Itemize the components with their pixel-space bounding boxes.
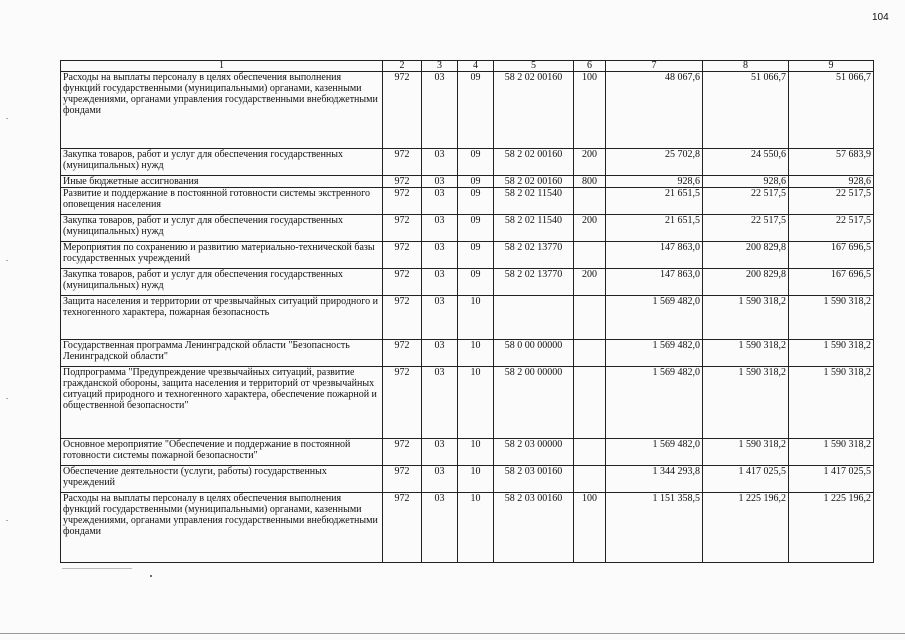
cell-grbs: 972 xyxy=(383,176,422,188)
cell-name: Государственная программа Ленинградской области "Безопасность Ленинградской области" xyxy=(61,340,383,367)
cell-v3: 928,6 xyxy=(789,176,874,188)
cell-name: Закупка товаров, работ и услуг для обеспечения государственных (муниципальных) нужд xyxy=(61,149,383,176)
margin-mark xyxy=(6,260,8,261)
table-row xyxy=(61,466,874,493)
cell-pr: 09 xyxy=(458,215,494,242)
cell-name: Закупка товаров, работ и услуг для обеспечения государственных (муниципальных) нужд xyxy=(61,215,383,242)
cell-name: Защита населения и территории от чрезвычайных ситуаций природного и техногенного характера, пожарная безопасность xyxy=(61,296,383,340)
cell-name: Иные бюджетные ассигнования xyxy=(61,176,383,188)
cell-name: Мероприятия по сохранению и развитию материально-технической базы государственных учреждений xyxy=(61,242,383,269)
cell-rz: 03 xyxy=(422,466,458,493)
cell-v1: 147 863,0 xyxy=(606,269,703,296)
page-number: 104 xyxy=(872,12,889,23)
cell-v3: 1 225 196,2 xyxy=(789,493,874,563)
cell-grbs: 972 xyxy=(383,466,422,493)
cell-v3: 1 590 318,2 xyxy=(789,340,874,367)
cell-pr: 10 xyxy=(458,493,494,563)
cell-grbs: 972 xyxy=(383,188,422,215)
cell-vr: 100 xyxy=(574,72,606,149)
cell-vr: 200 xyxy=(574,149,606,176)
table-row xyxy=(61,367,874,439)
cell-vr xyxy=(574,367,606,439)
scan-artifact-line xyxy=(62,568,132,569)
cell-rz: 03 xyxy=(422,296,458,340)
cell-rz: 03 xyxy=(422,340,458,367)
cell-pr: 10 xyxy=(458,367,494,439)
cell-grbs: 972 xyxy=(383,367,422,439)
cell-csr: 58 2 02 11540 xyxy=(494,215,574,242)
cell-pr: 09 xyxy=(458,269,494,296)
cell-v2: 1 590 318,2 xyxy=(703,439,789,466)
cell-v2: 1 590 318,2 xyxy=(703,367,789,439)
cell-name: Расходы на выплаты персоналу в целях обеспечения выполнения функций государственными (муниципальными) органами, казенными учреждениями, органами управления государственными внебюджетными фондами xyxy=(61,72,383,149)
cell-rz: 03 xyxy=(422,367,458,439)
cell-grbs: 972 xyxy=(383,296,422,340)
table-row xyxy=(61,296,874,340)
cell-v1: 1 569 482,0 xyxy=(606,439,703,466)
cell-vr: 100 xyxy=(574,493,606,563)
cell-pr: 09 xyxy=(458,188,494,215)
cell-v2: 1 417 025,5 xyxy=(703,466,789,493)
column-header: 8 xyxy=(703,61,789,72)
cell-grbs: 972 xyxy=(383,242,422,269)
column-header: 2 xyxy=(383,61,422,72)
cell-v2: 200 829,8 xyxy=(703,242,789,269)
cell-v2: 51 066,7 xyxy=(703,72,789,149)
cell-v2: 928,6 xyxy=(703,176,789,188)
cell-pr: 09 xyxy=(458,176,494,188)
cell-csr: 58 2 03 00160 xyxy=(494,466,574,493)
cell-v3: 57 683,9 xyxy=(789,149,874,176)
cell-vr xyxy=(574,188,606,215)
cell-v1: 147 863,0 xyxy=(606,242,703,269)
cell-v1: 48 067,6 xyxy=(606,72,703,149)
cell-v3: 1 590 318,2 xyxy=(789,296,874,340)
cell-rz: 03 xyxy=(422,215,458,242)
margin-mark xyxy=(6,520,8,521)
column-header: 6 xyxy=(574,61,606,72)
cell-rz: 03 xyxy=(422,269,458,296)
table-row xyxy=(61,149,874,176)
cell-pr: 09 xyxy=(458,242,494,269)
cell-csr: 58 2 00 00000 xyxy=(494,367,574,439)
cell-rz: 03 xyxy=(422,242,458,269)
cell-vr: 800 xyxy=(574,176,606,188)
cell-v1: 1 569 482,0 xyxy=(606,367,703,439)
header-row xyxy=(61,61,874,72)
cell-v2: 200 829,8 xyxy=(703,269,789,296)
cell-grbs: 972 xyxy=(383,149,422,176)
cell-pr: 10 xyxy=(458,340,494,367)
table-row xyxy=(61,215,874,242)
cell-v3: 22 517,5 xyxy=(789,215,874,242)
table-row xyxy=(61,242,874,269)
cell-grbs: 972 xyxy=(383,439,422,466)
margin-mark xyxy=(6,118,8,119)
cell-csr: 58 2 02 13770 xyxy=(494,269,574,296)
margin-mark xyxy=(6,398,8,399)
table-row xyxy=(61,269,874,296)
cell-csr: 58 2 02 13770 xyxy=(494,242,574,269)
cell-vr xyxy=(574,242,606,269)
cell-v1: 928,6 xyxy=(606,176,703,188)
cell-name: Закупка товаров, работ и услуг для обеспечения государственных (муниципальных) нужд xyxy=(61,269,383,296)
cell-name: Обеспечение деятельности (услуги, работы) государственных учреждений xyxy=(61,466,383,493)
cell-pr: 10 xyxy=(458,296,494,340)
cell-v3: 22 517,5 xyxy=(789,188,874,215)
cell-csr: 58 2 02 00160 xyxy=(494,149,574,176)
column-header: 4 xyxy=(458,61,494,72)
cell-csr: 58 0 00 00000 xyxy=(494,340,574,367)
cell-v1: 25 702,8 xyxy=(606,149,703,176)
cell-name: Основное мероприятие "Обеспечение и поддержание в постоянной готовности системы пожарной безопасности" xyxy=(61,439,383,466)
cell-rz: 03 xyxy=(422,72,458,149)
cell-v1: 1 344 293,8 xyxy=(606,466,703,493)
cell-grbs: 972 xyxy=(383,340,422,367)
cell-v2: 1 590 318,2 xyxy=(703,296,789,340)
cell-vr xyxy=(574,466,606,493)
cell-rz: 03 xyxy=(422,176,458,188)
budget-table xyxy=(60,60,874,563)
cell-v2: 22 517,5 xyxy=(703,215,789,242)
cell-vr: 200 xyxy=(574,269,606,296)
cell-pr: 10 xyxy=(458,439,494,466)
column-header: 1 xyxy=(61,61,383,72)
cell-csr: 58 2 03 00160 xyxy=(494,493,574,563)
cell-v1: 21 651,5 xyxy=(606,188,703,215)
cell-v1: 1 151 358,5 xyxy=(606,493,703,563)
cell-csr: 58 2 02 00160 xyxy=(494,72,574,149)
cell-csr: 58 2 03 00000 xyxy=(494,439,574,466)
column-header: 3 xyxy=(422,61,458,72)
cell-vr xyxy=(574,340,606,367)
scan-artifact-dot xyxy=(150,575,152,577)
cell-vr: 200 xyxy=(574,215,606,242)
cell-csr xyxy=(494,296,574,340)
cell-v2: 22 517,5 xyxy=(703,188,789,215)
cell-csr: 58 2 02 11540 xyxy=(494,188,574,215)
cell-grbs: 972 xyxy=(383,72,422,149)
cell-rz: 03 xyxy=(422,149,458,176)
table-row xyxy=(61,72,874,149)
cell-vr xyxy=(574,439,606,466)
cell-vr xyxy=(574,296,606,340)
cell-rz: 03 xyxy=(422,493,458,563)
cell-v1: 1 569 482,0 xyxy=(606,296,703,340)
cell-pr: 09 xyxy=(458,149,494,176)
cell-v2: 1 590 318,2 xyxy=(703,340,789,367)
cell-v3: 167 696,5 xyxy=(789,269,874,296)
cell-name: Подпрограмма "Предупреждение чрезвычайных ситуаций, развитие гражданской обороны, защита населения и территорий от чрезвычайных ситуаций природного и техногенного характера, обеспечение пожарной и общественной безопасности" xyxy=(61,367,383,439)
cell-v3: 1 590 318,2 xyxy=(789,367,874,439)
cell-name: Развитие и поддержание в постоянной готовности системы экстренного оповещения населения xyxy=(61,188,383,215)
cell-v1: 1 569 482,0 xyxy=(606,340,703,367)
table-row xyxy=(61,188,874,215)
cell-rz: 03 xyxy=(422,188,458,215)
cell-v3: 1 590 318,2 xyxy=(789,439,874,466)
cell-pr: 09 xyxy=(458,72,494,149)
cell-v3: 51 066,7 xyxy=(789,72,874,149)
cell-v3: 1 417 025,5 xyxy=(789,466,874,493)
column-header: 7 xyxy=(606,61,703,72)
cell-csr: 58 2 02 00160 xyxy=(494,176,574,188)
table-row xyxy=(61,340,874,367)
table-row xyxy=(61,176,874,188)
cell-v2: 1 225 196,2 xyxy=(703,493,789,563)
cell-v2: 24 550,6 xyxy=(703,149,789,176)
table-row xyxy=(61,439,874,466)
cell-grbs: 972 xyxy=(383,269,422,296)
column-header: 5 xyxy=(494,61,574,72)
cell-grbs: 972 xyxy=(383,493,422,563)
cell-v3: 167 696,5 xyxy=(789,242,874,269)
table-row xyxy=(61,493,874,563)
cell-grbs: 972 xyxy=(383,215,422,242)
cell-name: Расходы на выплаты персоналу в целях обеспечения выполнения функций государственными (муниципальными) органами, казенными учреждениями, органами управления государственными внебюджетными фондами xyxy=(61,493,383,563)
cell-v1: 21 651,5 xyxy=(606,215,703,242)
cell-rz: 03 xyxy=(422,439,458,466)
column-header: 9 xyxy=(789,61,874,72)
page-bottom-edge xyxy=(0,633,905,634)
cell-pr: 10 xyxy=(458,466,494,493)
